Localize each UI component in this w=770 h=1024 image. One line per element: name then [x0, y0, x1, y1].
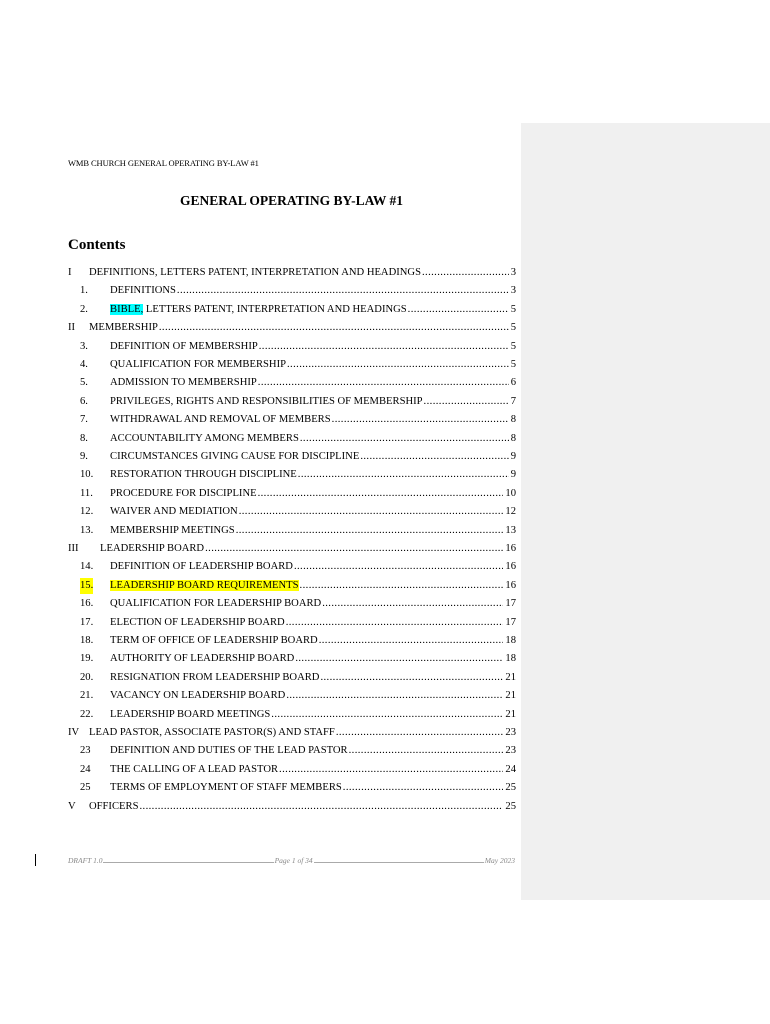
toc-page-number: 18	[505, 653, 516, 665]
toc-entry-title: DEFINITION AND DUTIES OF THE LEAD PASTOR	[110, 745, 348, 757]
toc-entry-number: 11.	[80, 487, 93, 499]
toc-entry-number: 9.	[80, 451, 88, 462]
contents-heading: Contents	[68, 237, 126, 253]
toc-page-number: 25	[505, 782, 516, 794]
toc-entry-title: RESTORATION THROUGH DISCIPLINE	[110, 469, 297, 481]
toc-leader-dots	[287, 357, 509, 373]
toc-leader-dots	[286, 615, 504, 631]
toc-entry-number: II	[68, 322, 76, 334]
toc-entry-number: 23	[80, 745, 91, 757]
toc-page-number: 9	[510, 469, 516, 481]
toc-leader-dots	[205, 541, 503, 557]
toc-leader-dots	[258, 375, 509, 391]
toc-entry[interactable]	[68, 320, 516, 336]
toc-page-number: 16	[505, 579, 516, 591]
toc-page-number: 17	[505, 598, 516, 610]
toc-entry[interactable]	[68, 412, 516, 428]
toc-entry[interactable]	[68, 339, 516, 355]
toc-leader-dots	[336, 725, 504, 741]
toc-entry[interactable]	[68, 449, 516, 465]
toc-entry-number: 19.	[80, 653, 94, 665]
toc-entry[interactable]	[68, 559, 516, 575]
toc-entry[interactable]	[68, 486, 516, 502]
toc-page-number: 5	[510, 303, 516, 315]
toc-entry[interactable]	[68, 743, 516, 759]
toc-entry-number: 15.	[80, 578, 93, 594]
toc-entry[interactable]	[68, 283, 516, 299]
toc-page-number: 17	[505, 616, 516, 628]
toc-entry-title	[110, 578, 299, 594]
toc-entry-title: MEMBERSHIP MEETINGS	[110, 524, 235, 536]
toc-entry-number: 16.	[80, 598, 94, 610]
toc-leader-dots	[286, 688, 503, 704]
toc-entry[interactable]	[68, 541, 516, 557]
toc-entry-title: TERM OF OFFICE OF LEADERSHIP BOARD	[110, 635, 318, 646]
change-bar	[35, 854, 36, 866]
toc-entry[interactable]	[68, 725, 516, 741]
toc-entry[interactable]	[68, 799, 516, 815]
toc-entry-title: QUALIFICATION FOR LEADERSHIP BOARD	[110, 598, 322, 610]
toc-entry-number: 24	[80, 763, 91, 775]
toc-entry[interactable]	[68, 302, 516, 318]
footer-rule	[314, 856, 484, 863]
toc-leader-dots	[300, 431, 509, 447]
toc-leader-dots	[271, 707, 503, 723]
toc-entry[interactable]	[68, 357, 516, 373]
toc-entry-title: DEFINITIONS	[110, 285, 176, 297]
toc-leader-dots	[360, 449, 508, 465]
toc-entry-title: CIRCUMSTANCES GIVING CAUSE FOR DISCIPLINE	[110, 451, 360, 462]
toc-entry-number: V	[68, 800, 76, 812]
toc-entry[interactable]	[68, 523, 516, 539]
toc-leader-dots	[236, 523, 504, 539]
toc-entry-title: PROCEDURE FOR DISCIPLINE	[110, 487, 257, 499]
toc-page-number: 25	[505, 800, 516, 812]
page-header: WMB CHURCH GENERAL OPERATING BY-LAW #1	[68, 158, 259, 168]
page-footer	[68, 856, 515, 865]
toc-entry[interactable]	[68, 431, 516, 447]
toc-entry[interactable]	[68, 707, 516, 723]
toc-entry[interactable]	[68, 688, 516, 704]
toc-leader-dots	[258, 486, 504, 502]
toc-page-number: 13	[505, 524, 516, 536]
toc-entry-number: 4.	[80, 359, 88, 370]
toc-entry-title: PRIVILEGES, RIGHTS AND RESPONSIBILITIES OF MEMBERSHIP	[110, 395, 423, 407]
toc-entry-title: QUALIFICATION FOR MEMBERSHIP	[110, 359, 286, 370]
footer-date: May 2023	[484, 856, 515, 865]
toc-leader-dots	[300, 578, 504, 594]
toc-entry-number: 7.	[80, 414, 88, 426]
toc-leader-dots	[259, 339, 509, 355]
toc-page-number: 8	[510, 432, 516, 444]
toc-leader-dots	[424, 394, 509, 410]
toc-page-number: 5	[510, 340, 516, 352]
toc-entry-title: LEAD PASTOR, ASSOCIATE PASTOR(S) AND STAFF	[89, 727, 335, 738]
toc-page-number: 7	[510, 395, 516, 407]
toc-entry-number: 17.	[80, 616, 94, 628]
footer-draft-label: DRAFT 1.0	[68, 856, 103, 865]
toc-entry[interactable]	[68, 467, 516, 483]
toc-entry-number: I	[68, 267, 72, 278]
document-title: GENERAL OPERATING BY-LAW #1	[180, 193, 403, 208]
toc-entry-number: 20.	[80, 671, 94, 683]
toc-entry-number: 25	[80, 782, 91, 794]
toc-page-number: 8	[510, 414, 516, 426]
toc-entry[interactable]	[68, 633, 516, 649]
toc-entry-title: ACCOUNTABILITY AMONG MEMBERS	[110, 432, 299, 444]
toc-entry-number: 10.	[80, 469, 94, 481]
toc-entry[interactable]	[68, 615, 516, 631]
highlighted-text: LEADERSHIP BOARD REQUIREMENTS	[110, 579, 299, 591]
toc-entry[interactable]	[68, 651, 516, 667]
comment-pane[interactable]	[521, 123, 770, 900]
toc-entry-title: LEADERSHIP BOARD	[100, 543, 205, 554]
toc-leader-dots	[139, 799, 503, 815]
toc-page-number: 5	[510, 359, 516, 370]
toc-entry-title: RESIGNATION FROM LEADERSHIP BOARD	[110, 671, 320, 683]
toc-entry[interactable]	[68, 265, 516, 281]
toc-page-number: 16	[505, 561, 516, 573]
highlighted-text: BIBLE,	[110, 303, 144, 315]
toc-entry[interactable]	[68, 762, 516, 778]
toc-page-number: 21	[505, 708, 516, 720]
toc-page-number: 23	[505, 727, 516, 738]
toc-leader-dots	[422, 265, 509, 281]
toc-entry-number: 3.	[80, 340, 88, 352]
toc-leader-dots	[408, 302, 509, 318]
toc-entry-title: OFFICERS	[89, 800, 139, 812]
toc-leader-dots	[322, 596, 503, 612]
toc-page-number: 21	[505, 671, 516, 683]
toc-leader-dots	[319, 633, 504, 649]
toc-entry[interactable]	[68, 504, 516, 520]
toc-entry-number: 2.	[80, 303, 88, 315]
toc-leader-dots	[295, 651, 503, 667]
toc-page-number: 10	[505, 487, 516, 499]
toc-entry[interactable]	[68, 375, 516, 391]
toc-entry-number: 5.	[80, 377, 88, 389]
toc-entry-title: WAIVER AND MEDIATION	[110, 506, 238, 518]
toc-leader-dots	[177, 283, 509, 299]
toc-page-number: 24	[505, 763, 516, 775]
toc-entry-title	[110, 302, 407, 318]
toc-entry-number: 8.	[80, 432, 88, 444]
toc-entry-title: TERMS OF EMPLOYMENT OF STAFF MEMBERS	[110, 782, 342, 794]
toc-leader-dots	[159, 320, 509, 336]
toc-entry-number: 18.	[80, 635, 94, 646]
toc-entry-number: 21.	[80, 690, 94, 702]
toc-leader-dots	[294, 559, 503, 575]
toc-entry-number: 22.	[80, 708, 94, 720]
toc-entry-title-rest: LETTERS PATENT, INTERPRETATION AND HEADINGS	[143, 303, 407, 315]
toc-page-number: 12	[505, 506, 516, 518]
toc-entry-number: 13.	[80, 524, 94, 536]
toc-entry-number: III	[68, 543, 79, 554]
toc-page-number: 3	[510, 267, 516, 278]
toc-entry-title: THE CALLING OF A LEAD PASTOR	[110, 763, 279, 775]
toc-leader-dots	[279, 762, 503, 778]
toc-entry-title: ELECTION OF LEADERSHIP BOARD	[110, 616, 285, 628]
toc-page-number: 9	[510, 451, 516, 462]
toc-entry-title: VACANCY ON LEADERSHIP BOARD	[110, 690, 286, 702]
toc-entry-number: 12.	[80, 506, 94, 518]
toc-entry[interactable]	[68, 596, 516, 612]
toc-entry-title: MEMBERSHIP	[89, 322, 158, 334]
toc-entry-title: DEFINITIONS, LETTERS PATENT, INTERPRETATION AND HEADINGS	[89, 267, 421, 278]
toc-entry-title: AUTHORITY OF LEADERSHIP BOARD	[110, 653, 295, 665]
toc-entry[interactable]	[68, 394, 516, 410]
toc-entry-title: DEFINITION OF MEMBERSHIP	[110, 340, 258, 352]
toc-page-number: 21	[505, 690, 516, 702]
toc-entry-number: IV	[68, 727, 80, 738]
toc-leader-dots	[343, 780, 504, 796]
toc-leader-dots	[349, 743, 504, 759]
toc-entry-number: 1.	[80, 285, 88, 297]
toc-leader-dots	[320, 670, 503, 686]
toc-leader-dots	[239, 504, 504, 520]
toc-entry-number: 6.	[80, 395, 88, 407]
toc-page-number: 3	[510, 285, 516, 297]
toc-entry-title: DEFINITION OF LEADERSHIP BOARD	[110, 561, 293, 573]
toc-entry[interactable]	[68, 780, 516, 796]
toc-entry[interactable]	[68, 578, 516, 594]
footer-rule	[103, 856, 273, 863]
toc-entry-title: ADMISSION TO MEMBERSHIP	[110, 377, 257, 389]
toc-entry-number: 14.	[80, 561, 94, 573]
toc-page-number: 5	[510, 322, 516, 334]
toc-page-number: 18	[505, 635, 516, 646]
toc-leader-dots	[298, 467, 509, 483]
toc-entry-title: WITHDRAWAL AND REMOVAL OF MEMBERS	[110, 414, 331, 426]
toc-entry-title: LEADERSHIP BOARD MEETINGS	[110, 708, 271, 720]
toc-page-number: 16	[505, 543, 516, 554]
toc-entry[interactable]	[68, 670, 516, 686]
toc-page-number: 6	[510, 377, 516, 389]
toc-leader-dots	[332, 412, 509, 428]
toc-page-number: 23	[505, 745, 516, 757]
footer-page-number: Page 1 of 34	[274, 856, 313, 865]
